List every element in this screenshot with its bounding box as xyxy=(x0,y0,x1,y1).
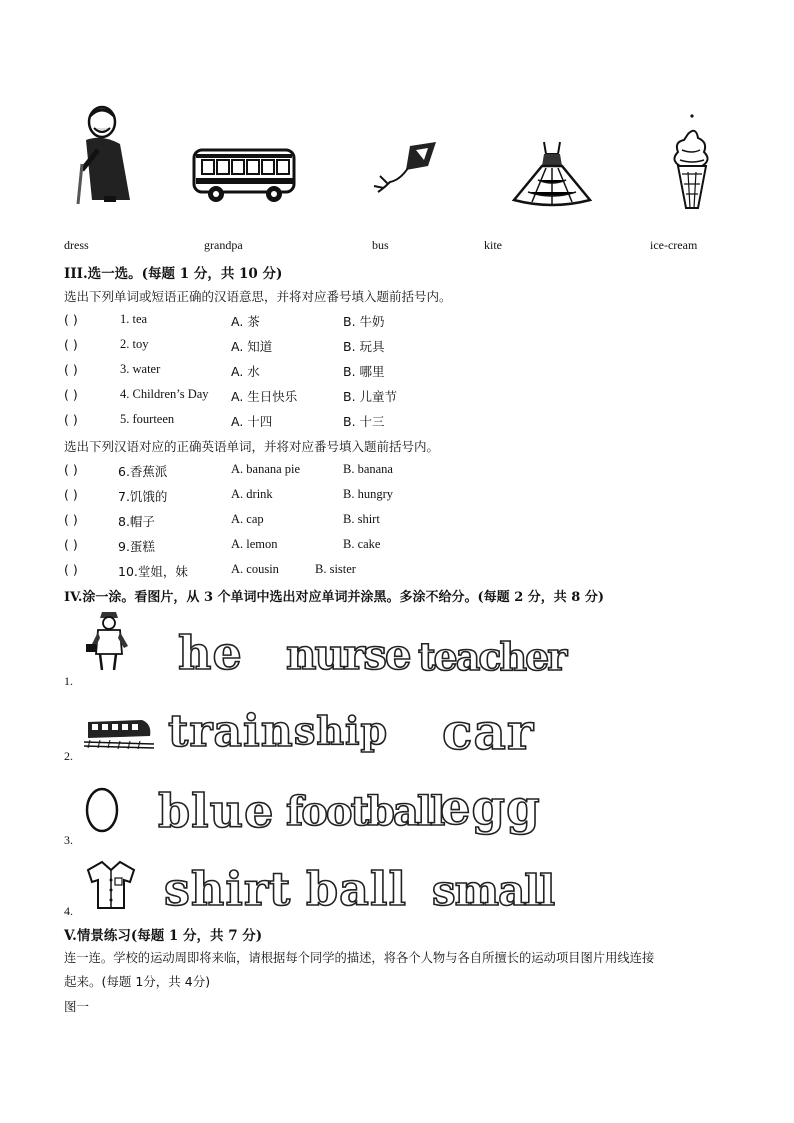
section-3-instruction-2: 选出下列汉语对应的正确英语单词，并将对应番号填入题前括号内。 xyxy=(64,439,440,454)
question-text: 8.帽子 xyxy=(118,514,155,529)
question-text: 4. Children’s Day xyxy=(120,387,209,401)
option-a: A. 茶 xyxy=(231,314,260,329)
answer-bracket[interactable]: ( ) xyxy=(64,512,78,527)
dress-picture xyxy=(510,140,594,214)
word-option[interactable]: shirt xyxy=(164,862,292,916)
item-number: 4. xyxy=(64,904,73,918)
option-a: A. 十四 xyxy=(231,414,273,429)
answer-bracket[interactable]: ( ) xyxy=(64,487,78,502)
option-a: A. drink xyxy=(231,487,273,501)
word-kite: kite xyxy=(484,238,502,252)
question-text: 5. fourteen xyxy=(120,412,175,426)
option-b: B. 哪里 xyxy=(343,364,385,379)
kite-picture xyxy=(366,136,442,204)
word-option[interactable]: teacher xyxy=(418,634,566,679)
section-3-instruction-1: 选出下列单词或短语正确的汉语意思，并将对应番号填入题前括号内。 xyxy=(64,289,452,304)
section-3-title: III.选一选。(每题 1 分，共 10 分) xyxy=(64,266,283,282)
question-text: 1. tea xyxy=(120,312,148,326)
answer-bracket[interactable]: ( ) xyxy=(64,537,78,552)
word-option[interactable]: train xyxy=(168,706,294,757)
ice-cream-picture xyxy=(668,110,714,218)
question-text: 6.香蕉派 xyxy=(118,464,168,479)
option-a: A. banana pie xyxy=(231,462,301,476)
word-option[interactable]: ship xyxy=(294,708,389,753)
word-grandpa: grandpa xyxy=(204,238,243,252)
option-b: B. shirt xyxy=(343,512,380,526)
item-number: 3. xyxy=(64,833,73,847)
word-option[interactable]: small xyxy=(432,866,555,915)
word-option[interactable]: nurse xyxy=(286,630,410,679)
option-b: B. 儿童节 xyxy=(343,389,398,404)
answer-bracket[interactable]: ( ) xyxy=(64,337,78,352)
option-a: A. cap xyxy=(231,512,264,526)
option-b: B. banana xyxy=(343,462,393,476)
bus-picture xyxy=(190,146,300,210)
word-option[interactable]: he xyxy=(178,626,243,680)
item-number: 1. xyxy=(64,674,73,688)
option-a: A. 生日快乐 xyxy=(231,389,298,404)
option-a: A. 知道 xyxy=(231,339,273,354)
answer-bracket[interactable]: ( ) xyxy=(64,387,78,402)
section-5-line-1: 连一连。学校的运动周即将来临，请根据每个同学的描述，将各个人物与各自所擅长的运动项目图片用线连接 xyxy=(64,951,655,965)
option-b: B. sister xyxy=(315,562,356,576)
answer-bracket[interactable]: ( ) xyxy=(64,362,78,377)
answer-bracket[interactable]: ( ) xyxy=(64,462,78,477)
nurse-picture xyxy=(84,610,134,678)
answer-bracket[interactable]: ( ) xyxy=(64,312,78,327)
answer-bracket[interactable]: ( ) xyxy=(64,412,78,427)
option-b: B. hungry xyxy=(343,487,393,501)
option-b: B. 玩具 xyxy=(343,339,385,354)
figure-label: 图一 xyxy=(64,999,90,1014)
section-4-title: IV.涂一涂。看图片，从 3 个单词中选出对应单词并涂黑。多涂不给分。(每题 2 分，共 8 分) xyxy=(64,590,605,605)
section-5-line-2: 起来。(每题 1分，共 4分) xyxy=(64,974,211,989)
section-5-title: V.情景练习(每题 1 分，共 7 分) xyxy=(64,928,263,944)
question-text: 2. toy xyxy=(120,337,149,351)
option-a: A. 水 xyxy=(231,364,260,379)
word-option[interactable]: car xyxy=(442,702,535,761)
shirt-picture xyxy=(84,860,138,914)
question-text: 3. water xyxy=(120,362,161,376)
word-option[interactable]: blue xyxy=(158,784,275,838)
option-a: A. cousin xyxy=(231,562,279,576)
option-b: B. 牛奶 xyxy=(343,314,385,329)
option-b: B. cake xyxy=(343,537,381,551)
word-option[interactable]: football xyxy=(286,788,444,835)
word-dress: dress xyxy=(64,238,89,252)
word-option[interactable]: ball xyxy=(306,862,407,916)
egg-picture xyxy=(84,786,120,838)
word-ice-cream: ice-cream xyxy=(650,238,698,252)
item-number: 2. xyxy=(64,749,73,763)
answer-bracket[interactable]: ( ) xyxy=(64,562,78,577)
question-text: 7.饥饿的 xyxy=(118,489,168,504)
question-text: 10.堂姐，妹 xyxy=(118,564,188,579)
word-option[interactable]: egg xyxy=(440,780,541,836)
grandpa-picture xyxy=(68,104,138,212)
option-b: B. 十三 xyxy=(343,414,385,429)
option-a: A. lemon xyxy=(231,537,278,551)
word-bus: bus xyxy=(372,238,389,252)
train-picture xyxy=(84,714,154,754)
question-text: 9.蛋糕 xyxy=(118,539,155,554)
